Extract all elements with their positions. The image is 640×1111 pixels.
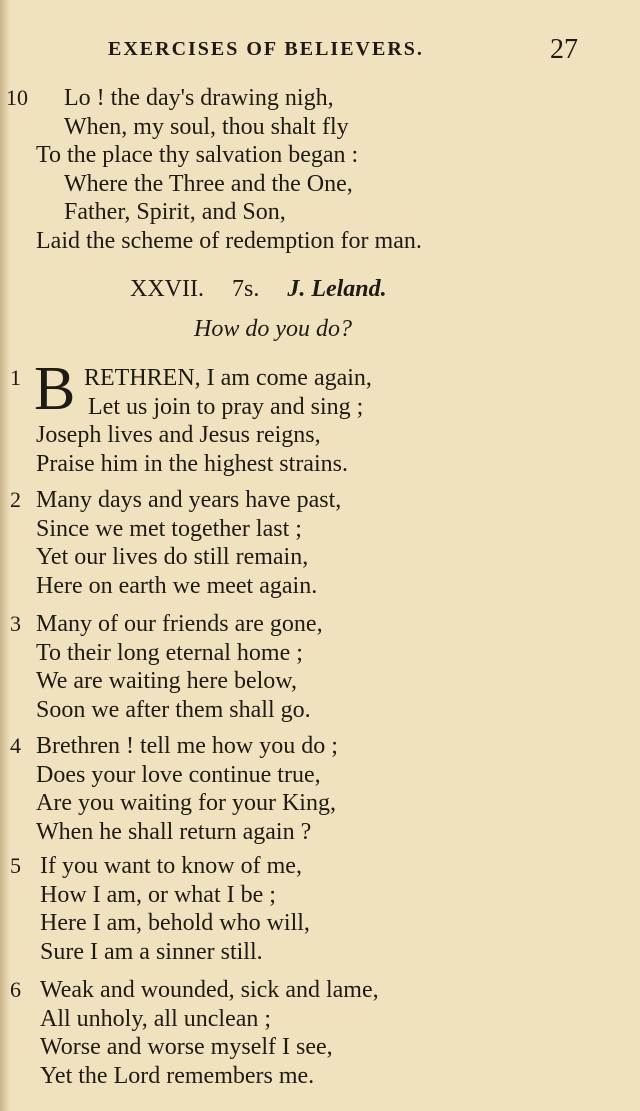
drop-cap: B bbox=[34, 355, 76, 423]
verse-line: When, my soul, thou shalt fly bbox=[64, 113, 349, 140]
verse-line: Many days and years have past, bbox=[36, 487, 342, 513]
verse-number: 10 bbox=[6, 85, 28, 110]
verse-6 bbox=[0, 976, 620, 1090]
verse-line: When he shall return again ? bbox=[36, 818, 312, 845]
verse-number: 3 bbox=[10, 611, 21, 636]
verse-number: 6 bbox=[10, 977, 21, 1002]
verse-line: How I am, or what I be ; bbox=[40, 881, 276, 908]
verse-5 bbox=[0, 852, 620, 966]
verse-line: Worse and worse myself I see, bbox=[40, 1034, 333, 1060]
verse-line: Here on earth we meet again. bbox=[36, 572, 318, 599]
verse-line: Are you waiting for your King, bbox=[36, 790, 336, 816]
verse-line: To their long eternal home ; bbox=[36, 639, 303, 666]
verse-line: Praise him in the highest strains. bbox=[36, 450, 348, 477]
verse-line: Does your love continue true, bbox=[36, 761, 321, 788]
page-number: 27 bbox=[550, 34, 578, 65]
verse-line: Since we met together last ; bbox=[36, 515, 302, 542]
hymn-meter: 7s. bbox=[231, 276, 260, 302]
verse-number: 5 bbox=[10, 853, 21, 878]
verse-line: All unholy, all unclean ; bbox=[40, 1005, 272, 1032]
verse-1 bbox=[0, 364, 620, 478]
verse-line: Where the Three and the One, bbox=[64, 170, 353, 197]
page-header bbox=[108, 34, 578, 68]
verse-line: Laid the scheme of redemption for man. bbox=[36, 227, 422, 254]
verse-line: Many of our friends are gone, bbox=[36, 611, 323, 637]
verse-line: Brethren ! tell me how you do ; bbox=[36, 733, 338, 759]
verse-2 bbox=[0, 486, 620, 600]
verse-line: If you want to know of me, bbox=[40, 853, 302, 879]
hymn-author: J. Leland. bbox=[287, 276, 387, 302]
verse-line: Yet our lives do still remain, bbox=[36, 544, 309, 570]
verse-3 bbox=[0, 610, 620, 724]
hymn-title: How do you do? bbox=[194, 316, 352, 342]
hymn-heading bbox=[130, 276, 409, 303]
verse-line: Joseph lives and Jesus reigns, bbox=[36, 422, 321, 448]
verse-line: RETHREN, I am come again, bbox=[84, 365, 372, 391]
verse-line: We are waiting here below, bbox=[36, 668, 298, 694]
verse-line: Let us join to pray and sing ; bbox=[88, 393, 364, 420]
verse-line: Yet the Lord remembers me. bbox=[40, 1062, 315, 1089]
verse-line: Lo ! the day's drawing nigh, bbox=[64, 85, 334, 111]
verse-number: 2 bbox=[10, 487, 21, 512]
verse-line: Father, Spirit, and Son, bbox=[64, 199, 286, 225]
verse-line: To the place thy salvation began : bbox=[36, 142, 359, 168]
verse-line: Here I am, behold who will, bbox=[40, 910, 310, 936]
verse-4 bbox=[0, 732, 620, 846]
running-head: EXERCISES OF BELIEVERS. bbox=[108, 38, 424, 60]
verse-number: 4 bbox=[10, 733, 21, 758]
prev-verse-10 bbox=[0, 84, 620, 255]
verse-line: Sure I am a sinner still. bbox=[40, 938, 263, 965]
verse-line: Weak and wounded, sick and lame, bbox=[40, 977, 379, 1003]
verse-number: 1 bbox=[10, 365, 21, 390]
hymn-number: XXVII. bbox=[130, 276, 204, 302]
verse-line: Soon we after them shall go. bbox=[36, 696, 311, 723]
